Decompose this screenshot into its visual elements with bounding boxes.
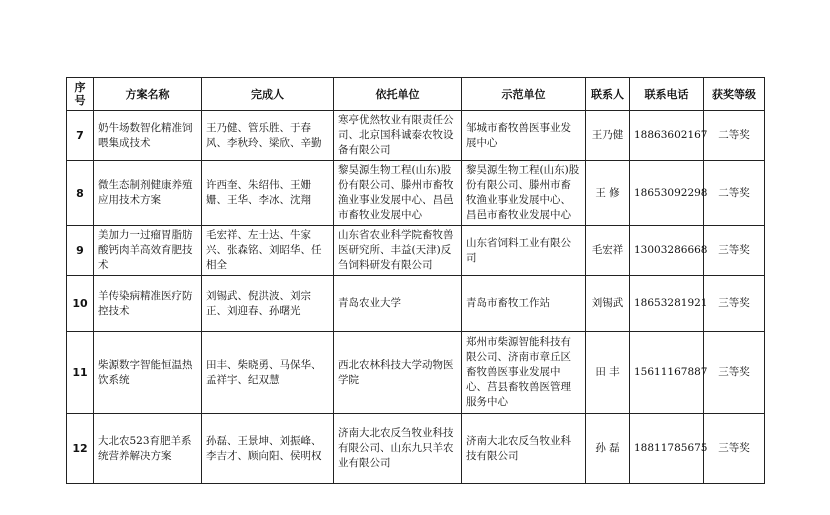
row-demo-unit: 黎昊源生物工程(山东)股份有限公司、滕州市畜牧渔业事业发展中心、昌邑市畜牧业发展中心 (462, 161, 586, 226)
row-scheme-name: 羊传染病精准医疗防控技术 (94, 276, 202, 332)
row-host-unit: 青岛农业大学 (334, 276, 462, 332)
row-completers: 田丰、柴晓勇、马保华、孟祥宇、纪双慧 (202, 332, 334, 414)
row-completers: 许西奎、朱绍伟、王姗姗、王华、李冰、沈翔 (202, 161, 334, 226)
row-seq: 11 (67, 332, 94, 414)
row-award-level: 二等奖 (704, 111, 765, 161)
row-seq: 7 (67, 111, 94, 161)
row-demo-unit: 济南大北农反刍牧业科技有限公司 (462, 414, 586, 484)
row-contact: 刘锡武 (586, 276, 630, 332)
row-scheme-name: 美加力一过瘤胃脂肪酸钙肉羊高效育肥技术 (94, 226, 202, 276)
row-phone: 18653092298 (630, 161, 704, 226)
header-level: 获奖等级 (704, 78, 765, 111)
award-table (66, 77, 765, 484)
table-row (67, 276, 765, 332)
row-award-level: 三等奖 (704, 226, 765, 276)
table-row (67, 161, 765, 226)
table-row (67, 111, 765, 161)
row-seq: 8 (67, 161, 94, 226)
row-phone: 13003286668 (630, 226, 704, 276)
row-scheme-name: 奶牛场数智化精准饲喂集成技术 (94, 111, 202, 161)
row-completers: 毛宏祥、左士达、牛家兴、张森铭、刘昭华、任相全 (202, 226, 334, 276)
row-completers: 孙磊、王景坤、刘振峰、李吉才、顾向阳、侯明权 (202, 414, 334, 484)
row-award-level: 二等奖 (704, 161, 765, 226)
row-host-unit: 山东省农业科学院畜牧兽医研究所、丰益(天津)反刍饲料研发有限公司 (334, 226, 462, 276)
row-contact: 王 修 (586, 161, 630, 226)
row-award-level: 三等奖 (704, 276, 765, 332)
header-unit: 依托单位 (334, 78, 462, 111)
row-contact: 孙 磊 (586, 414, 630, 484)
row-contact: 田 丰 (586, 332, 630, 414)
row-host-unit: 西北农林科技大学动物医学院 (334, 332, 462, 414)
award-table-sheet (66, 77, 765, 484)
row-demo-unit: 邹城市畜牧兽医事业发展中心 (462, 111, 586, 161)
row-contact: 毛宏祥 (586, 226, 630, 276)
table-row (67, 226, 765, 276)
header-seq: 序号 (67, 78, 94, 111)
table-row (67, 414, 765, 484)
row-phone: 18863602167 (630, 111, 704, 161)
row-phone: 18811785675 (630, 414, 704, 484)
row-demo-unit: 郑州市柴源智能科技有限公司、济南市章丘区畜牧兽医事业发展中心、莒县畜牧兽医管理服务中心 (462, 332, 586, 414)
row-seq: 9 (67, 226, 94, 276)
header-contact: 联系人 (586, 78, 630, 111)
row-demo-unit: 山东省饲料工业有限公司 (462, 226, 586, 276)
header-row (67, 78, 765, 111)
row-demo-unit: 青岛市畜牧工作站 (462, 276, 586, 332)
header-phone: 联系电话 (630, 78, 704, 111)
row-phone: 15611167887 (630, 332, 704, 414)
row-host-unit: 黎昊源生物工程(山东)股份有限公司、滕州市畜牧渔业事业发展中心、昌邑市畜牧业发展中心 (334, 161, 462, 226)
row-completers: 刘锡武、倪洪波、刘宗正、刘迎春、孙曙光 (202, 276, 334, 332)
row-completers: 王乃健、管乐胜、于春风、李秋玲、梁欣、辛勤 (202, 111, 334, 161)
header-name: 方案名称 (94, 78, 202, 111)
row-scheme-name: 柴源数字智能恒温热饮系统 (94, 332, 202, 414)
header-demo: 示范单位 (462, 78, 586, 111)
row-seq: 10 (67, 276, 94, 332)
row-phone: 18653281921 (630, 276, 704, 332)
row-scheme-name: 大北农523育肥羊系统营养解决方案 (94, 414, 202, 484)
header-people: 完成人 (202, 78, 334, 111)
row-scheme-name: 微生态制剂健康养殖应用技术方案 (94, 161, 202, 226)
table-row (67, 332, 765, 414)
row-host-unit: 寒亭优然牧业有限责任公司、北京国科诚泰农牧设备有限公司 (334, 111, 462, 161)
row-seq: 12 (67, 414, 94, 484)
row-award-level: 三等奖 (704, 414, 765, 484)
row-award-level: 三等奖 (704, 332, 765, 414)
row-contact: 王乃健 (586, 111, 630, 161)
row-host-unit: 济南大北农反刍牧业科技有限公司、山东九只羊农业有限公司 (334, 414, 462, 484)
